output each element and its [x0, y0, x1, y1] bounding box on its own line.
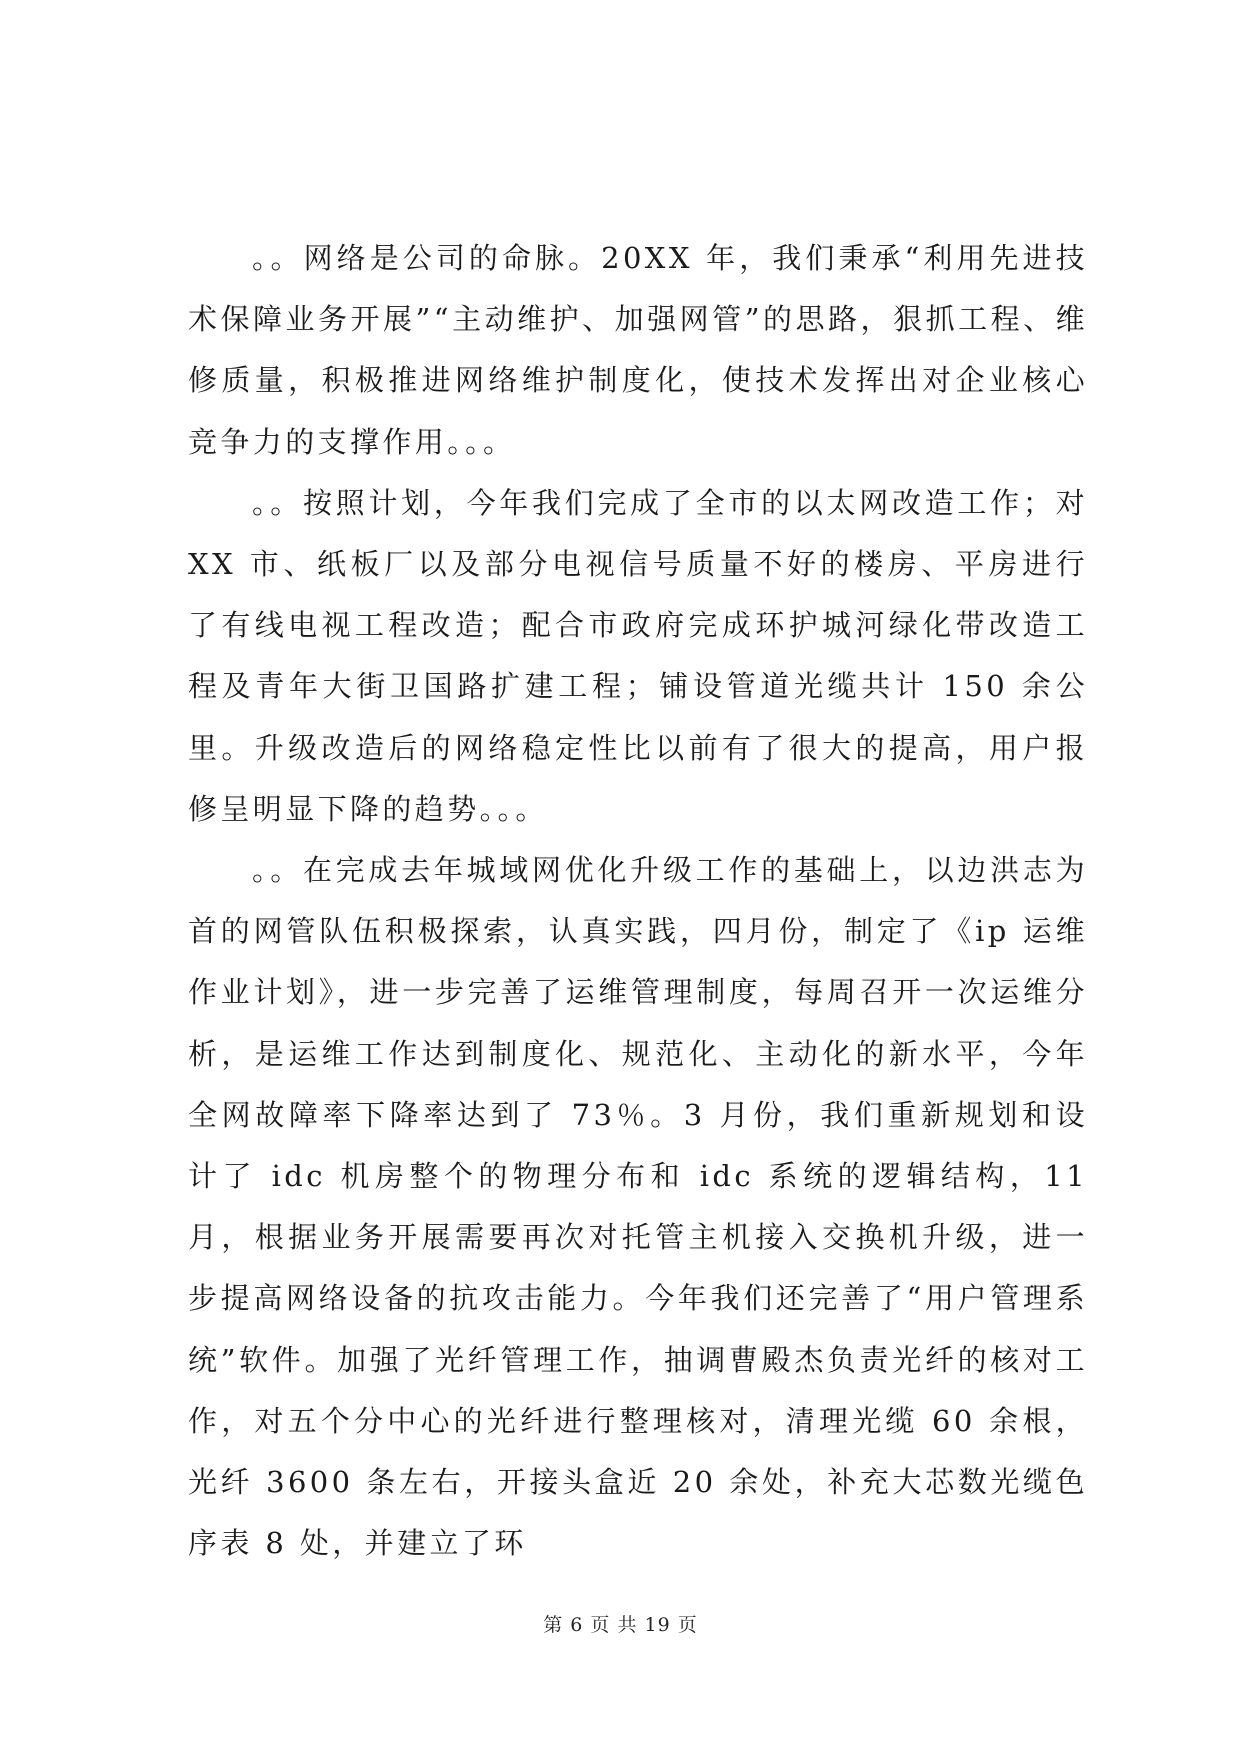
paragraph-metro-network-upgrade: 。。在完成去年城域网优化升级工作的基础上，以边洪志为首的网管队伍积极探索，认真实践，四月份，制定了《ip 运维作业计划》，进一步完善了运维管理制度，每周召开一次运维分析，是运维工作达到制度化、规范化、主动化的新水平，今年全网故障率下降率达到了 73％。3 月份，我们重新规划和设计了 idc 机房整个的物理分布和 idc 系统的逻辑结构，11 月，根据业务开展需要再次对托管主机接入交换机升级，进一步提高网络设备的抗攻击能力。今年我们还完善了“用户管理系统”软件。加强了光纤管理工作，抽调曹殿杰负责光纤的核对工作，对五个分中心的光纤进行整理核对，清理光缆 60 余根，光纤 3600 条左右，开接头盒近 20 余处，补充大芯数光缆色序表 8 处，并建立了环 [188, 853, 1088, 1561]
page-number-footer: 第 6 页 共 19 页 [543, 1614, 698, 1636]
paragraph-ethernet-renovation: 。。按照计划，今年我们完成了全市的以太网改造工作；对 XX 市、纸板厂以及部分电视信号质量不好的楼房、平房进行了有线电视工程改造；配合市政府完成环护城河绿化带改造工程及青年大街卫国路扩建工程；铺设管道光缆共计 150 余公里。升级改造后的网络稳定性比以前有了很大的提高，用户报修呈明显下降的趋势。。。 [188, 485, 1088, 826]
document-body [188, 228, 1088, 1574]
paragraph-network-lifeline: 。。网络是公司的命脉。20XX 年，我们秉承“利用先进技术保障业务开展”“主动维护、加强网管”的思路，狠抓工程、维修质量，积极推进网络维护制度化，使技术发挥出对企业核心竞争力的支撑作用。。。 [188, 241, 1088, 459]
